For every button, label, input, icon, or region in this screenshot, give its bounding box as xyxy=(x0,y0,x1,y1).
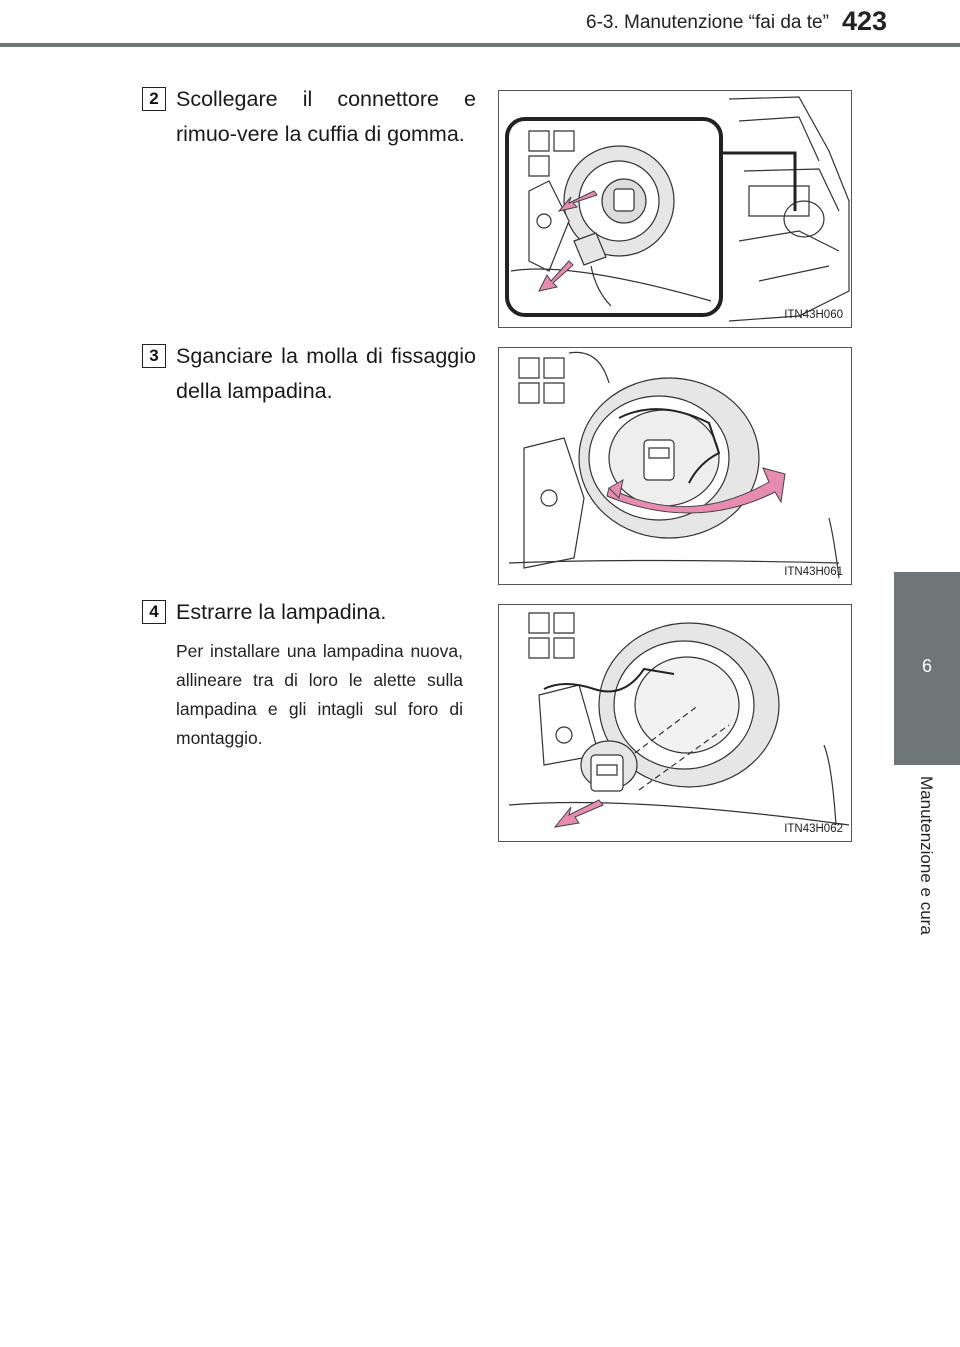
page-number: 423 xyxy=(842,6,888,36)
step-text-4: Estrarre la lampadina. xyxy=(176,600,387,624)
step-badge-2: 2 xyxy=(142,87,166,111)
chapter-label: Manutenzione e cura xyxy=(917,776,936,935)
header-section-title: 6-3. Manutenzione “fai da te” xyxy=(586,12,829,33)
step-text-2: Scollegare il connettore e rimuo-vere la cuffia di gomma. xyxy=(176,87,476,146)
figure-code-2: ITN43H061 xyxy=(784,566,843,578)
figure-illustration-2 xyxy=(499,348,852,585)
figure-remove-bulb xyxy=(498,604,852,842)
step-note-4: Per installare una lampadina nuova, allineare tra di loro le alette sulla lampadina e gli intagli sul foro di montaggio. xyxy=(176,641,463,748)
header-rule xyxy=(0,43,960,47)
figure-code-1: ITN43H060 xyxy=(784,309,843,321)
chapter-tab xyxy=(894,572,960,765)
figure-code-3: ITN43H062 xyxy=(784,823,843,835)
step-text-3: Sganciare la molla di fissaggio della lampadina. xyxy=(176,344,476,403)
figure-illustration-3 xyxy=(499,605,852,842)
figure-illustration-1 xyxy=(499,91,852,328)
step-badge-3: 3 xyxy=(142,344,166,368)
chapter-number: 6 xyxy=(921,656,932,676)
figure-disconnect-connector xyxy=(498,90,852,328)
figure-release-spring xyxy=(498,347,852,585)
step-badge-4: 4 xyxy=(142,600,166,624)
